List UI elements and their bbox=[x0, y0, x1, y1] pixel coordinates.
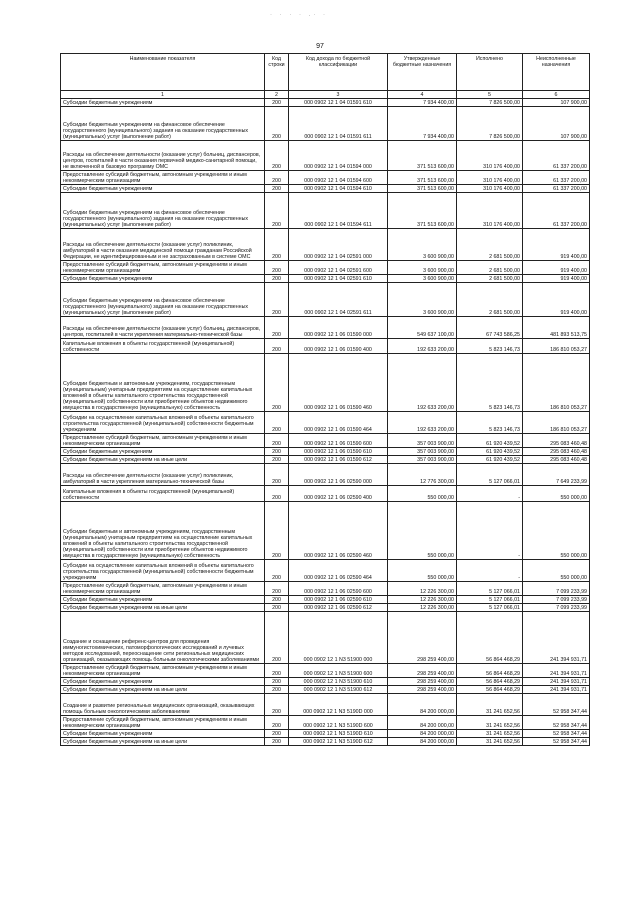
row-code: 200 bbox=[265, 171, 289, 185]
table-row bbox=[61, 261, 590, 275]
row-executed: 2 681 500,00 bbox=[457, 275, 523, 283]
row-code: 200 bbox=[265, 261, 289, 275]
table-body bbox=[61, 99, 590, 746]
row-unexecuted: 52 958 347,44 bbox=[523, 694, 590, 716]
row-name: Предоставление субсидий бюджетным, автономным учреждениям и иным некоммерческим организациям bbox=[61, 582, 265, 596]
row-unexecuted: 241 394 931,71 bbox=[523, 678, 590, 686]
row-approved: 550 000,00 bbox=[388, 560, 457, 582]
row-unexecuted: 7 099 233,99 bbox=[523, 582, 590, 596]
row-kbk: 000 0902 12 1 N3 5190D 000 bbox=[289, 694, 388, 716]
header-kbk: Код дохода по бюджетной классификации bbox=[289, 54, 388, 91]
row-executed: 56 864 468,29 bbox=[457, 664, 523, 678]
row-executed: 5 127 066,01 bbox=[457, 582, 523, 596]
row-approved: 3 600 900,00 bbox=[388, 283, 457, 317]
row-executed: - bbox=[457, 502, 523, 560]
row-approved: 298 259 400,00 bbox=[388, 612, 457, 664]
row-kbk: 000 0902 12 1 04 01594 610 bbox=[289, 185, 388, 193]
row-approved: 12 226 300,00 bbox=[388, 596, 457, 604]
row-executed: 5 823 146,73 bbox=[457, 354, 523, 412]
table-row bbox=[61, 560, 590, 582]
table-row bbox=[61, 502, 590, 560]
row-name: Субсидии бюджетным учреждениям на финансовое обеспечение государственного (муниципального) задания на оказание государственных (муниципальных) услуг (выполнение работ) bbox=[61, 193, 265, 229]
column-number: 1 bbox=[61, 91, 265, 99]
row-name: Предоставление субсидий бюджетным, автономным учреждениям и иным некоммерческим организациям bbox=[61, 434, 265, 448]
row-executed: 310 176 400,00 bbox=[457, 193, 523, 229]
table-header-row bbox=[61, 54, 590, 91]
row-kbk: 000 0902 12 1 N3 5190D 600 bbox=[289, 716, 388, 730]
row-code: 200 bbox=[265, 664, 289, 678]
row-code: 200 bbox=[265, 434, 289, 448]
row-approved: 12 226 300,00 bbox=[388, 582, 457, 596]
row-approved: 192 633 200,00 bbox=[388, 354, 457, 412]
budget-execution-table bbox=[60, 53, 590, 746]
row-name: Предоставление субсидий бюджетным, автономным учреждениям и иным некоммерческим организациям bbox=[61, 261, 265, 275]
row-name: Субсидии бюджетным учреждениям bbox=[61, 596, 265, 604]
row-executed: 31 241 652,56 bbox=[457, 716, 523, 730]
row-unexecuted: 61 337 200,00 bbox=[523, 141, 590, 171]
row-name: Субсидии бюджетным учреждениям на иные цели bbox=[61, 738, 265, 746]
table-row bbox=[61, 317, 590, 339]
row-approved: 84 200 000,00 bbox=[388, 716, 457, 730]
row-code: 200 bbox=[265, 560, 289, 582]
row-kbk: 000 0902 12 1 06 01590 464 bbox=[289, 412, 388, 434]
row-approved: 549 637 100,00 bbox=[388, 317, 457, 339]
table-row bbox=[61, 596, 590, 604]
row-code: 200 bbox=[265, 486, 289, 502]
row-approved: 7 934 400,00 bbox=[388, 107, 457, 141]
row-executed: 5 127 066,01 bbox=[457, 464, 523, 486]
row-executed: 7 826 500,00 bbox=[457, 107, 523, 141]
row-kbk: 000 0902 12 1 N3 51900 610 bbox=[289, 678, 388, 686]
table-row bbox=[61, 141, 590, 171]
header-unexecuted: Неисполненные назначения bbox=[523, 54, 590, 91]
row-approved: 550 000,00 bbox=[388, 502, 457, 560]
row-kbk: 000 0902 12 1 06 01590 600 bbox=[289, 434, 388, 448]
column-number-row bbox=[61, 91, 590, 99]
row-executed: 31 241 652,56 bbox=[457, 694, 523, 716]
table-row bbox=[61, 694, 590, 716]
row-code: 200 bbox=[265, 456, 289, 464]
row-kbk: 000 0902 12 1 06 01590 612 bbox=[289, 456, 388, 464]
row-name: Предоставление субсидий бюджетным, автономным учреждениям и иным некоммерческим организациям bbox=[61, 716, 265, 730]
row-executed: 310 176 400,00 bbox=[457, 185, 523, 193]
row-code: 200 bbox=[265, 678, 289, 686]
row-name: Субсидии бюджетным учреждениям на финансовое обеспечение государственного (муниципального) задания на оказание государственных (муниципальных) услуг (выполнение работ) bbox=[61, 283, 265, 317]
row-code: 200 bbox=[265, 612, 289, 664]
column-number: 5 bbox=[457, 91, 523, 99]
row-unexecuted: 186 810 053,27 bbox=[523, 354, 590, 412]
row-approved: 12 776 300,00 bbox=[388, 464, 457, 486]
row-kbk: 000 0902 12 1 04 01591 611 bbox=[289, 107, 388, 141]
row-kbk: 000 0902 12 1 04 02591 000 bbox=[289, 229, 388, 261]
table-row bbox=[61, 604, 590, 612]
row-approved: 298 259 400,00 bbox=[388, 686, 457, 694]
row-code: 200 bbox=[265, 582, 289, 596]
row-executed: 67 743 586,25 bbox=[457, 317, 523, 339]
row-code: 200 bbox=[265, 141, 289, 171]
table-row bbox=[61, 339, 590, 354]
row-kbk: 000 0902 12 1 N3 51900 612 bbox=[289, 686, 388, 694]
row-approved: 192 633 200,00 bbox=[388, 339, 457, 354]
row-executed: 310 176 400,00 bbox=[457, 141, 523, 171]
row-name: Субсидии на осуществление капитальных вложений в объекты капитального строительства государственной (муниципальной) собственности бюджетным учреждениям bbox=[61, 560, 265, 582]
column-number: 2 bbox=[265, 91, 289, 99]
row-name: Расходы на обеспечение деятельности (оказание услуг) больниц, диспансеров, центров, госпиталей в части укрепления материально-технической базы bbox=[61, 317, 265, 339]
row-code: 200 bbox=[265, 448, 289, 456]
header-code: Код строки bbox=[265, 54, 289, 91]
row-code: 200 bbox=[265, 464, 289, 486]
row-unexecuted: 295 083 460,48 bbox=[523, 456, 590, 464]
table-row bbox=[61, 464, 590, 486]
row-code: 200 bbox=[265, 185, 289, 193]
table-row bbox=[61, 434, 590, 448]
row-approved: 84 200 000,00 bbox=[388, 730, 457, 738]
table-row bbox=[61, 612, 590, 664]
row-code: 200 bbox=[265, 596, 289, 604]
row-unexecuted: 52 958 347,44 bbox=[523, 738, 590, 746]
table-row bbox=[61, 229, 590, 261]
row-name: Капитальные вложения в объекты государственной (муниципальной) собственности bbox=[61, 486, 265, 502]
row-approved: 3 600 900,00 bbox=[388, 229, 457, 261]
row-kbk: 000 0902 12 1 04 01591 610 bbox=[289, 99, 388, 107]
row-executed: 61 920 439,52 bbox=[457, 456, 523, 464]
table-row bbox=[61, 171, 590, 185]
row-unexecuted: 295 083 460,48 bbox=[523, 448, 590, 456]
row-approved: 550 000,00 bbox=[388, 486, 457, 502]
row-unexecuted: 61 337 200,00 bbox=[523, 171, 590, 185]
table-row bbox=[61, 412, 590, 434]
row-unexecuted: 7 099 233,99 bbox=[523, 604, 590, 612]
row-kbk: 000 0902 12 1 06 02590 000 bbox=[289, 464, 388, 486]
row-unexecuted: 919 400,00 bbox=[523, 261, 590, 275]
table-row bbox=[61, 456, 590, 464]
row-unexecuted: 919 400,00 bbox=[523, 283, 590, 317]
table-row bbox=[61, 678, 590, 686]
row-executed: 56 864 468,29 bbox=[457, 686, 523, 694]
column-number: 3 bbox=[289, 91, 388, 99]
row-approved: 357 003 900,00 bbox=[388, 456, 457, 464]
row-executed: - bbox=[457, 560, 523, 582]
row-executed: 5 127 066,01 bbox=[457, 604, 523, 612]
row-name: Субсидии бюджетным учреждениям bbox=[61, 448, 265, 456]
row-unexecuted: 186 810 053,27 bbox=[523, 339, 590, 354]
row-executed: 61 920 439,52 bbox=[457, 448, 523, 456]
row-kbk: 000 0902 12 1 04 01594 611 bbox=[289, 193, 388, 229]
row-approved: 371 513 600,00 bbox=[388, 185, 457, 193]
row-kbk: 000 0902 12 1 04 02591 610 bbox=[289, 275, 388, 283]
row-name: Субсидии бюджетным и автономным учреждениям, государственным (муниципальным) унитарным предприятиям на осуществление капитальных вложений в объекты капитального строительства государственной (муниципальной) собственности или приобретение объектов недвижимого имущества в государственную (муниципальную) собственность bbox=[61, 354, 265, 412]
row-kbk: 000 0902 12 1 06 02590 600 bbox=[289, 582, 388, 596]
row-name: Субсидии бюджетным учреждениям bbox=[61, 730, 265, 738]
row-unexecuted: 107 900,00 bbox=[523, 107, 590, 141]
row-code: 200 bbox=[265, 107, 289, 141]
row-approved: 84 200 000,00 bbox=[388, 738, 457, 746]
row-executed: 2 681 500,00 bbox=[457, 261, 523, 275]
row-executed: 56 864 468,29 bbox=[457, 612, 523, 664]
row-unexecuted: 919 400,00 bbox=[523, 229, 590, 261]
row-name: Субсидии бюджетным учреждениям bbox=[61, 185, 265, 193]
row-unexecuted: 481 893 513,75 bbox=[523, 317, 590, 339]
row-unexecuted: 186 810 053,27 bbox=[523, 412, 590, 434]
row-approved: 298 259 400,00 bbox=[388, 678, 457, 686]
row-code: 200 bbox=[265, 283, 289, 317]
row-unexecuted: 61 337 200,00 bbox=[523, 185, 590, 193]
row-name: Субсидии бюджетным учреждениям на иные цели bbox=[61, 604, 265, 612]
row-name: Предоставление субсидий бюджетным, автономным учреждениям и иным некоммерческим организациям bbox=[61, 664, 265, 678]
row-unexecuted: 241 394 931,71 bbox=[523, 664, 590, 678]
row-executed: 61 920 439,52 bbox=[457, 434, 523, 448]
row-unexecuted: 241 394 931,71 bbox=[523, 686, 590, 694]
row-name: Создание и оснащение референс-центров для проведения иммуногистохимических, патоморфологических исследований и лучевых методов исследований, переоснащение сети региональных медицинских организаций, оказывающих помощь больным онкологическими заболеваниями bbox=[61, 612, 265, 664]
row-executed: 2 681 500,00 bbox=[457, 283, 523, 317]
row-executed: 5 127 066,01 bbox=[457, 596, 523, 604]
row-kbk: 000 0902 12 1 06 02590 460 bbox=[289, 502, 388, 560]
row-code: 200 bbox=[265, 730, 289, 738]
header-approved: Утвержденные бюджетные назначения bbox=[388, 54, 457, 91]
table-row bbox=[61, 664, 590, 678]
row-code: 200 bbox=[265, 229, 289, 261]
row-approved: 371 513 600,00 bbox=[388, 193, 457, 229]
row-code: 200 bbox=[265, 716, 289, 730]
table-row bbox=[61, 99, 590, 107]
row-code: 200 bbox=[265, 694, 289, 716]
table-row bbox=[61, 448, 590, 456]
row-executed: 7 826 500,00 bbox=[457, 99, 523, 107]
row-code: 200 bbox=[265, 193, 289, 229]
row-kbk: 000 0902 12 1 04 02591 600 bbox=[289, 261, 388, 275]
table-row bbox=[61, 486, 590, 502]
row-kbk: 000 0902 12 1 N3 5190D 610 bbox=[289, 730, 388, 738]
row-approved: 357 003 900,00 bbox=[388, 448, 457, 456]
row-approved: 192 633 200,00 bbox=[388, 412, 457, 434]
row-kbk: 000 0902 12 1 04 01594 600 bbox=[289, 171, 388, 185]
row-name: Создание и развитие региональных медицинских организаций, оказывающих помощь больным онкологическими заболеваниями bbox=[61, 694, 265, 716]
column-number: 6 bbox=[523, 91, 590, 99]
row-unexecuted: 7 099 233,99 bbox=[523, 596, 590, 604]
row-kbk: 000 0902 12 1 06 01590 610 bbox=[289, 448, 388, 456]
row-approved: 371 513 600,00 bbox=[388, 141, 457, 171]
row-unexecuted: 61 337 200,00 bbox=[523, 193, 590, 229]
table-row bbox=[61, 738, 590, 746]
table-row bbox=[61, 107, 590, 141]
table-row bbox=[61, 275, 590, 283]
row-unexecuted: 919 400,00 bbox=[523, 275, 590, 283]
row-code: 200 bbox=[265, 738, 289, 746]
row-code: 200 bbox=[265, 502, 289, 560]
table-row bbox=[61, 686, 590, 694]
row-approved: 357 003 900,00 bbox=[388, 434, 457, 448]
table-row bbox=[61, 185, 590, 193]
row-name: Субсидии бюджетным учреждениям на иные цели bbox=[61, 456, 265, 464]
row-approved: 298 259 400,00 bbox=[388, 664, 457, 678]
row-name: Субсидии бюджетным учреждениям на финансовое обеспечение государственного (муниципального) задания на оказание государственных (муниципальных) услуг (выполнение работ) bbox=[61, 107, 265, 141]
table-row bbox=[61, 193, 590, 229]
row-approved: 84 200 000,00 bbox=[388, 694, 457, 716]
header-executed: Исполнено bbox=[457, 54, 523, 91]
row-code: 200 bbox=[265, 339, 289, 354]
row-name: Расходы на обеспечение деятельности (оказание услуг) поликлиник, амбулаторий в части оказания медицинской помощи гражданам Российской Федерации, не идентифицированным и не застрахованным в системе ОМС bbox=[61, 229, 265, 261]
table-row bbox=[61, 730, 590, 738]
row-code: 200 bbox=[265, 604, 289, 612]
column-number: 4 bbox=[388, 91, 457, 99]
row-code: 200 bbox=[265, 275, 289, 283]
row-kbk: 000 0902 12 1 06 02590 612 bbox=[289, 604, 388, 612]
row-unexecuted: 52 958 347,44 bbox=[523, 730, 590, 738]
row-approved: 12 226 300,00 bbox=[388, 604, 457, 612]
row-executed: 5 823 146,73 bbox=[457, 412, 523, 434]
table-row bbox=[61, 354, 590, 412]
row-kbk: 000 0902 12 1 06 01590 400 bbox=[289, 339, 388, 354]
row-kbk: 000 0902 12 1 N3 5190D 612 bbox=[289, 738, 388, 746]
row-unexecuted: 241 394 931,71 bbox=[523, 612, 590, 664]
row-kbk: 000 0902 12 1 06 02590 610 bbox=[289, 596, 388, 604]
row-name: Субсидии на осуществление капитальных вложений в объекты капитального строительства государственной (муниципальной) собственности бюджетным учреждениям bbox=[61, 412, 265, 434]
scan-marks: · · · · .· · bbox=[270, 12, 328, 18]
row-approved: 3 600 900,00 bbox=[388, 261, 457, 275]
row-executed: 56 864 468,29 bbox=[457, 678, 523, 686]
row-executed: 310 176 400,00 bbox=[457, 171, 523, 185]
row-code: 200 bbox=[265, 99, 289, 107]
row-kbk: 000 0902 12 1 N3 51900 000 bbox=[289, 612, 388, 664]
row-approved: 3 600 900,00 bbox=[388, 275, 457, 283]
table-row bbox=[61, 582, 590, 596]
row-name: Расходы на обеспечение деятельности (оказание услуг) больниц, диспансеров, центров, госпиталей в части оказания первичной медико-санитарной помощи, не включенной в базовую программу ОМС bbox=[61, 141, 265, 171]
row-kbk: 000 0902 12 1 04 02591 611 bbox=[289, 283, 388, 317]
row-code: 200 bbox=[265, 412, 289, 434]
row-kbk: 000 0902 12 1 06 02590 464 bbox=[289, 560, 388, 582]
row-name: Субсидии бюджетным учреждениям bbox=[61, 275, 265, 283]
row-approved: 7 934 400,00 bbox=[388, 99, 457, 107]
row-unexecuted: 550 000,00 bbox=[523, 502, 590, 560]
row-code: 200 bbox=[265, 317, 289, 339]
row-name: Субсидии бюджетным учреждениям bbox=[61, 678, 265, 686]
row-kbk: 000 0902 12 1 06 01590 460 bbox=[289, 354, 388, 412]
row-unexecuted: 107 900,00 bbox=[523, 99, 590, 107]
page-number: 97 bbox=[316, 43, 324, 50]
table-row bbox=[61, 716, 590, 730]
row-name: Субсидии бюджетным учреждениям на иные цели bbox=[61, 686, 265, 694]
row-name: Предоставление субсидий бюджетным, автономным учреждениям и иным некоммерческим организациям bbox=[61, 171, 265, 185]
row-unexecuted: 52 958 347,44 bbox=[523, 716, 590, 730]
row-unexecuted: 7 649 233,99 bbox=[523, 464, 590, 486]
row-kbk: 000 0902 12 1 06 02590 400 bbox=[289, 486, 388, 502]
row-unexecuted: 550 000,00 bbox=[523, 560, 590, 582]
row-name: Субсидии бюджетным учреждениям bbox=[61, 99, 265, 107]
row-executed: 5 823 146,73 bbox=[457, 339, 523, 354]
header-name: Наименование показателя bbox=[61, 54, 265, 91]
row-executed: 31 241 652,56 bbox=[457, 730, 523, 738]
row-name: Субсидии бюджетным и автономным учреждениям, государственным (муниципальным) унитарным предприятиям на осуществление капитальных вложений в объекты капитального строительства государственной (муниципальной) собственности или приобретение объектов недвижимого имущества в государственную (муниципальную) собственность bbox=[61, 502, 265, 560]
row-executed: - bbox=[457, 486, 523, 502]
row-name: Расходы на обеспечение деятельности (оказание услуг) поликлиник, амбулаторий в части укрепления материально-технической базы bbox=[61, 464, 265, 486]
row-executed: 2 681 500,00 bbox=[457, 229, 523, 261]
row-approved: 371 513 600,00 bbox=[388, 171, 457, 185]
row-kbk: 000 0902 12 1 N3 51900 600 bbox=[289, 664, 388, 678]
row-unexecuted: 550 000,00 bbox=[523, 486, 590, 502]
row-name: Капитальные вложения в объекты государственной (муниципальной) собственности bbox=[61, 339, 265, 354]
row-kbk: 000 0902 12 1 04 01594 000 bbox=[289, 141, 388, 171]
row-executed: 31 241 652,56 bbox=[457, 738, 523, 746]
row-kbk: 000 0902 12 1 06 01590 000 bbox=[289, 317, 388, 339]
row-unexecuted: 295 083 460,48 bbox=[523, 434, 590, 448]
table-row bbox=[61, 283, 590, 317]
row-code: 200 bbox=[265, 686, 289, 694]
row-code: 200 bbox=[265, 354, 289, 412]
